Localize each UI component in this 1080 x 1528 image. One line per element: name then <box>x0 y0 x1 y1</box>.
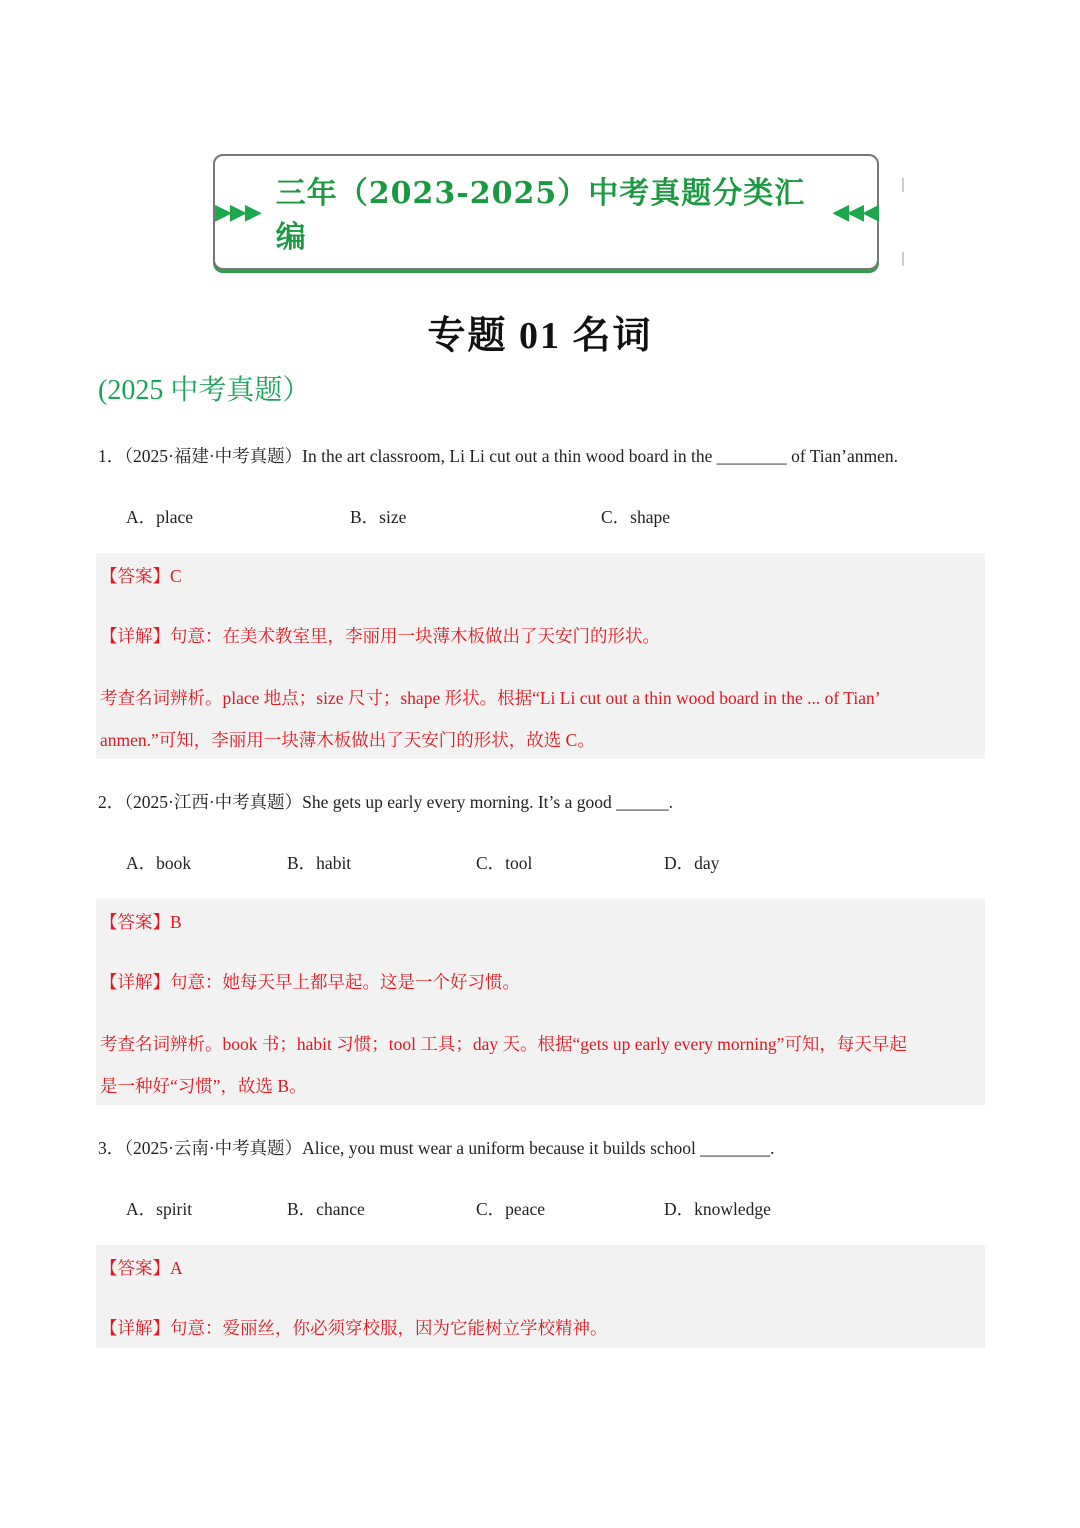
option: A．book <box>126 853 192 873</box>
banner <box>213 154 879 270</box>
question-stem: 1．（2025·福建·中考真题）In the art classroom, Li Li cut out a thin wood board in the ________ of Tian’anmen. <box>98 446 899 466</box>
option: A．place <box>126 507 194 527</box>
answer-label: 【答案】C <box>100 566 182 586</box>
option: B．chance <box>287 1199 365 1219</box>
right-arrows-icon: ◀◀◀ <box>832 199 877 225</box>
answer-label: 【答案】A <box>100 1258 183 1278</box>
analysis-text: 是一种好“习惯”，故选 B。 <box>100 1076 307 1096</box>
page-title: 专题 01 名词 <box>427 315 653 357</box>
decorative-bar <box>902 252 904 266</box>
analysis-text: 考查名词辨析。place 地点；size 尺寸；shape 形状。根据“Li Li cut out a thin wood board in the ... of Tian’ <box>100 688 881 708</box>
option: D．day <box>664 853 720 873</box>
left-arrows-icon: ▶▶▶ <box>215 199 260 225</box>
answer-label: 【答案】B <box>100 912 182 932</box>
detail-text: 【详解】句意：在美术教室里，李丽用一块薄木板做出了天安门的形状。 <box>100 626 660 646</box>
option: B．size <box>350 507 407 527</box>
detail-text: 【详解】句意：爱丽丝，你必须穿校服，因为它能树立学校精神。 <box>100 1318 608 1338</box>
section-heading: (2025 中考真题） <box>98 375 311 406</box>
option: A．spirit <box>126 1199 193 1219</box>
question-stem: 2．（2025·江西·中考真题）She gets up early every morning. It’s a good ______. <box>98 792 673 812</box>
banner-title: 三年（2023-2025）中考真题分类汇编 <box>275 176 806 255</box>
analysis-text: 考查名词辨析。book 书；habit 习惯；tool 工具；day 天。根据“gets up early every morning”可知，每天早起 <box>100 1034 907 1054</box>
answer-box <box>96 1245 985 1348</box>
answer-box <box>96 899 985 1105</box>
banner-line <box>215 168 877 256</box>
analysis-text: anmen.”可知，李丽用一块薄木板做出了天安门的形状，故选 C。 <box>100 730 595 750</box>
question-stem: 3．（2025·云南·中考真题）Alice, you must wear a uniform because it builds school ________. <box>98 1138 775 1158</box>
option: B．habit <box>287 853 352 873</box>
answer-box <box>96 553 985 759</box>
option: C．tool <box>476 853 533 873</box>
decorative-bar <box>902 178 904 192</box>
option: C．shape <box>601 507 671 527</box>
option: C．peace <box>476 1199 545 1219</box>
option: D．knowledge <box>664 1199 771 1219</box>
detail-text: 【详解】句意：她每天早上都早起。这是一个好习惯。 <box>100 972 520 992</box>
